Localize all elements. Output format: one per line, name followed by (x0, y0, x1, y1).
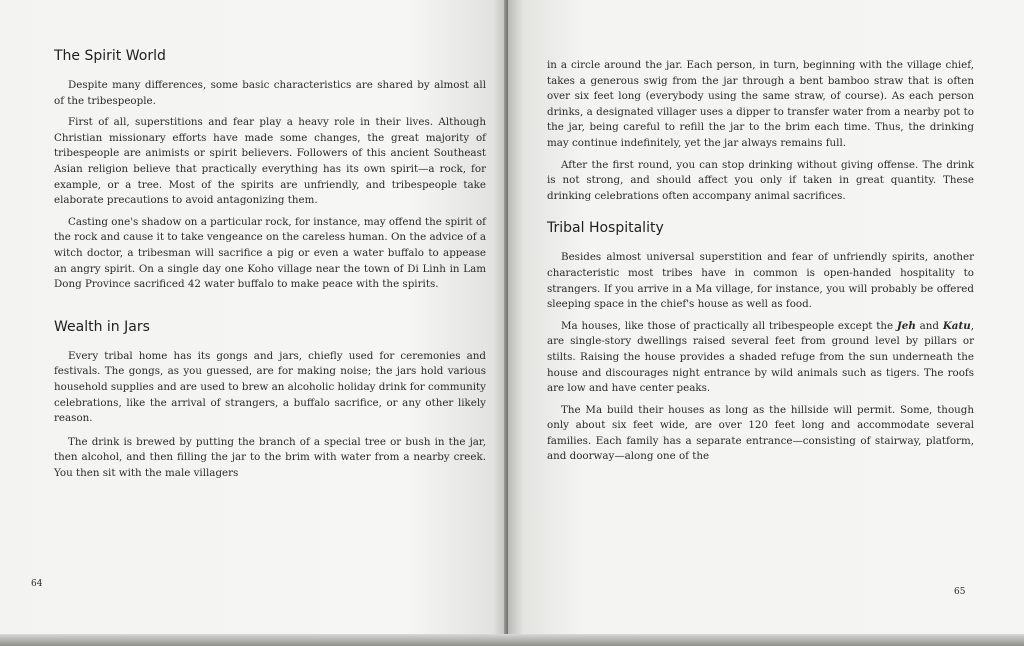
page-number-left: 64 (31, 579, 43, 589)
left-page-content (54, 48, 486, 481)
text-run: , are single-story dwellings raised several feet from ground level by pillars or stilts. Raising the house provides a shaded refuge from the sun underneath the house and discourages night entrance by wild animals such as tigers. The roofs are low and have center peaks. (547, 319, 974, 395)
tribe-name-jeh: Jeh (896, 319, 916, 332)
paragraph: Besides almost universal superstition and fear of unfriendly spirits, another characteristic most tribes have in common is open-handed hospitality to strangers. If you arrive in a Ma village, for instance, you will probably be offered sleeping space in the chief's house as well as food. (547, 251, 974, 311)
heading-tribal-hospitality: Tribal Hospitality (547, 220, 664, 237)
paragraph: in a circle around the jar. Each person, in turn, beginning with the village chief, takes a generous swig from the jar through a bent bamboo straw that is often over six feet long (everybody using the same straw, of course). As each person drinks, a designated villager uses a dipper to transfer water from a nearby pot to the jar, being careful to refill the jar to the brim each time. Thus, the drinking may continue indefinitely, yet the jar always remains full. (547, 59, 974, 149)
paragraph: First of all, superstitions and fear play a heavy role in their lives. Although Christian missionary efforts have made some changes, the great majority of tribespeople are animists or spirit believers. Followers of this ancient Southeast Asian religion believe that practically everything has its own spirit—a rock, for example, or a tree. Most of the spirits are unfriendly, and tribespeople take elaborate precautions to avoid antagonizing them. (54, 116, 486, 207)
right-page (508, 0, 1024, 646)
left-page (0, 0, 508, 646)
page-number-right: 65 (954, 587, 966, 597)
heading-spirit-world: The Spirit World (54, 48, 166, 64)
book-bottom-edge (0, 634, 1024, 646)
paragraph: The Ma build their houses as long as the hillside will permit. Some, though only about six feet wide, are over 120 feet long and accommodate several families. Each family has a separate entrance—consisting of stairway, platform, and doorway—along one of the (547, 403, 974, 463)
text-run: Ma houses, like those of practically all tribespeople except the (561, 319, 897, 332)
paragraph: Every tribal home has its gongs and jars, chiefly used for ceremonies and festivals. The gongs, as you guessed, are for making noise; the jars hold various household supplies and are used to brew an alcoholic holiday drink for community celebrations, like the arrival of strangers, a buffalo sacrifice, or any other likely reason. (54, 349, 486, 425)
paragraph: Despite many differences, some basic characteristics are shared by almost all of the tribespeople. (54, 79, 486, 107)
tribe-name-katu: Katu (942, 319, 971, 332)
paragraph: After the first round, you can stop drinking without giving offense. The drink is not strong, and should affect you only if taken in great quantity. These drinking celebrations often accompany animal sacrifices. (547, 158, 974, 202)
paragraph: The drink is brewed by putting the branch of a special tree or bush in the jar, then alcohol, and then filling the jar to the brim with water from a nearby creek. You then sit with the male villagers (54, 435, 486, 479)
paragraph: Casting one's shadow on a particular rock, for instance, may offend the spirit of the rock and cause it to take vengeance on the careless human. On the advice of a witch doctor, a tribesman will sacrifice a pig or even a water buffalo to appease an angry spirit. On a single day one Koho village near the town of Di Linh in Lam Dong Province sacrificed 42 water buffalo to make peace with the spirits. (54, 215, 486, 291)
text-run: and (915, 319, 943, 332)
heading-wealth-in-jars: Wealth in Jars (54, 318, 150, 335)
right-page-content (547, 58, 974, 465)
paragraph (547, 319, 974, 397)
